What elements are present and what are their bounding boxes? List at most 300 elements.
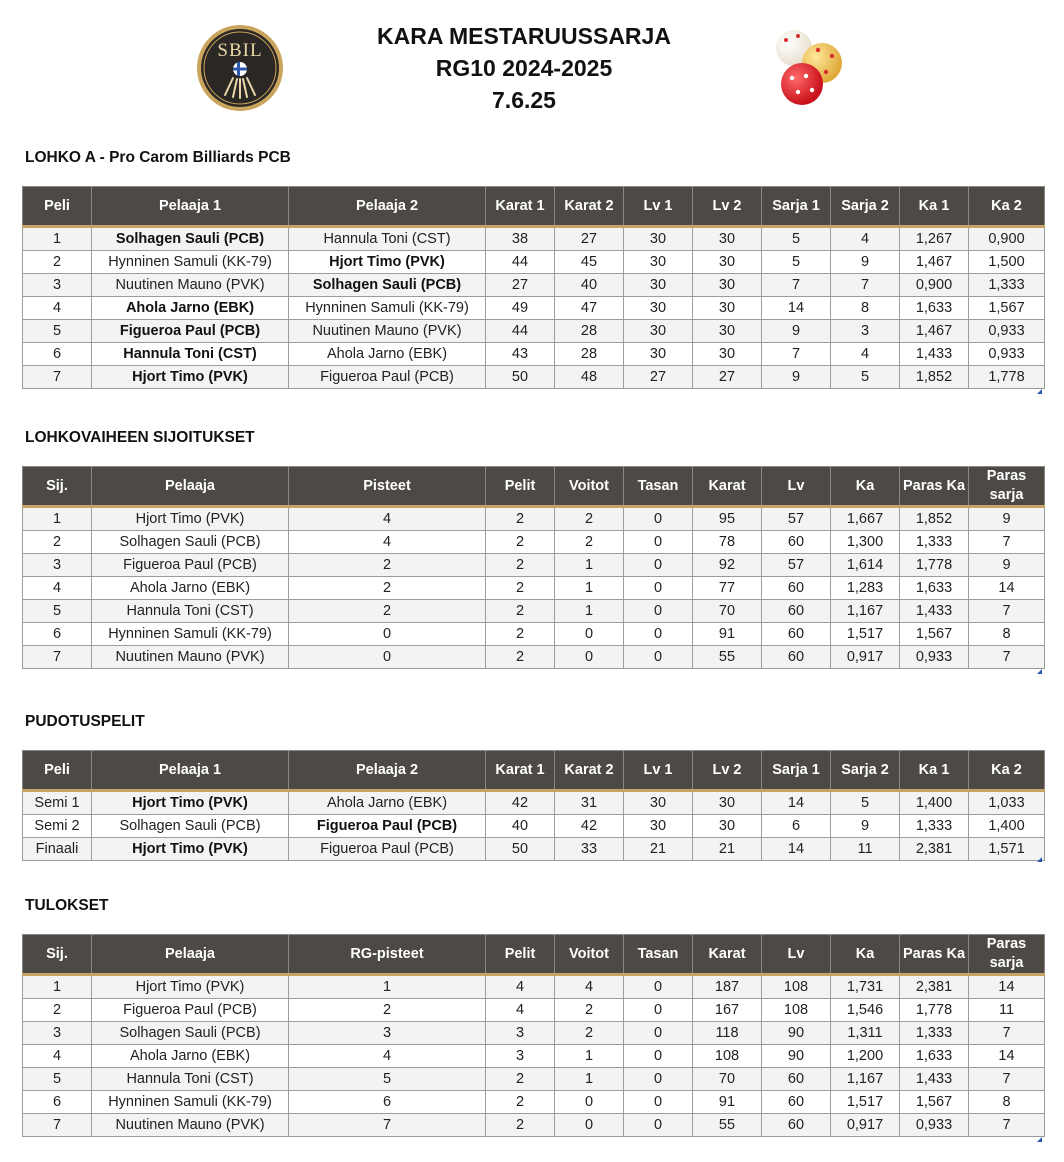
table-cell: 1 [555, 577, 624, 600]
table-cell: 27 [693, 366, 762, 389]
table-cell: 0 [624, 600, 693, 623]
table-cell: 3 [289, 1022, 486, 1045]
column-header: Lv 1 [624, 187, 693, 227]
table-cell: 0 [289, 646, 486, 669]
table-cell: 4 [23, 297, 92, 320]
table-cell: 0,933 [969, 320, 1045, 343]
section-title-playoffs: PUDOTUSPELIT [25, 713, 145, 730]
table-row [23, 1114, 1045, 1137]
table-cell: 0 [624, 623, 693, 646]
table-cell: 8 [969, 1091, 1045, 1114]
table-cell: 44 [486, 251, 555, 274]
table-cell: 21 [624, 838, 693, 861]
column-header: Karat 2 [555, 187, 624, 227]
column-header: Peli [23, 751, 92, 791]
table-cell: 55 [693, 646, 762, 669]
table-cell: 4 [831, 227, 900, 251]
column-header: Pelaaja 2 [289, 751, 486, 791]
table-row [23, 791, 1045, 815]
column-header: Karat 2 [555, 751, 624, 791]
table-cell: 90 [762, 1022, 831, 1045]
table-cell: 0 [624, 646, 693, 669]
table-cell: 49 [486, 297, 555, 320]
table-cell: 1,852 [900, 507, 969, 531]
table-cell: 1,567 [969, 297, 1045, 320]
table-cell: 14 [969, 975, 1045, 999]
column-header: Paras Ka [900, 467, 969, 507]
table-cell: Solhagen Sauli (PCB) [92, 227, 289, 251]
table-cell: 1,400 [900, 791, 969, 815]
table-cell: 2 [486, 554, 555, 577]
table-cell: 4 [486, 999, 555, 1022]
table-cell: 1,567 [900, 1091, 969, 1114]
table-row [23, 623, 1045, 646]
table-cell: Solhagen Sauli (PCB) [289, 274, 486, 297]
table-cell: 2 [486, 577, 555, 600]
table-cell: 0 [624, 1068, 693, 1091]
table-cell: 3 [23, 1022, 92, 1045]
table-cell: 7 [23, 646, 92, 669]
column-header: Ka 1 [900, 751, 969, 791]
table-cell: 2 [486, 646, 555, 669]
column-header: Ka 2 [969, 751, 1045, 791]
table-cell: 11 [969, 999, 1045, 1022]
section-title-lohko-a: LOHKO A - Pro Carom Billiards PCB [25, 149, 291, 166]
table-cell: 6 [762, 815, 831, 838]
table-cell: 38 [486, 227, 555, 251]
table-cell: 1,300 [831, 531, 900, 554]
table-cell: 30 [693, 297, 762, 320]
table-cell: 1 [289, 975, 486, 999]
table-cell: 1,167 [831, 1068, 900, 1091]
table-cell: 5 [831, 791, 900, 815]
table-cell: 0 [289, 623, 486, 646]
event-date: 7.6.25 [492, 87, 556, 113]
column-header: Sij. [23, 935, 92, 975]
table-cell: Figueroa Paul (PCB) [289, 366, 486, 389]
table-cell: 5 [23, 1068, 92, 1091]
table-cell: 0 [624, 554, 693, 577]
table-cell: 2 [555, 999, 624, 1022]
table-cell: 44 [486, 320, 555, 343]
table-cell: Semi 2 [23, 815, 92, 838]
table-cell: 0,917 [831, 1114, 900, 1137]
table-cell: Figueroa Paul (PCB) [92, 999, 289, 1022]
table-cell: Hynninen Samuli (KK-79) [92, 623, 289, 646]
table-cell: 6 [23, 1091, 92, 1114]
column-header: Karat [693, 467, 762, 507]
table-cell: 9 [762, 320, 831, 343]
table-cell: 0,933 [900, 646, 969, 669]
table-cell: 5 [762, 251, 831, 274]
title-block [320, 20, 728, 116]
table-cell: 77 [693, 577, 762, 600]
table-cell: 30 [624, 815, 693, 838]
table-row [23, 1091, 1045, 1114]
column-header: Pelit [486, 935, 555, 975]
table-cell: 0 [624, 531, 693, 554]
table-cell: 5 [831, 366, 900, 389]
table-cell: 14 [969, 1045, 1045, 1068]
table-cell: 2,381 [900, 838, 969, 861]
group-standings-table [22, 466, 1045, 669]
table-header-row [23, 467, 1045, 507]
table-cell: Hynninen Samuli (KK-79) [92, 1091, 289, 1114]
table-cell: 2 [486, 507, 555, 531]
table-cell: 5 [289, 1068, 486, 1091]
table-cell: 2 [23, 531, 92, 554]
column-header: Lv 2 [693, 751, 762, 791]
table-cell: 48 [555, 366, 624, 389]
table-cell: 1,433 [900, 1068, 969, 1091]
column-header: Peli [23, 187, 92, 227]
table-cell: 1,200 [831, 1045, 900, 1068]
table-cell: 30 [624, 343, 693, 366]
table-row [23, 600, 1045, 623]
table-cell: 14 [969, 577, 1045, 600]
table-cell: Figueroa Paul (PCB) [289, 815, 486, 838]
table-cell: 43 [486, 343, 555, 366]
table-cell: 7 [762, 343, 831, 366]
table-cell: 5 [762, 227, 831, 251]
table-cell: 47 [555, 297, 624, 320]
table-cell: 57 [762, 554, 831, 577]
table-cell: Solhagen Sauli (PCB) [92, 531, 289, 554]
table-cell: 1 [23, 507, 92, 531]
table-cell: 9 [831, 815, 900, 838]
table-resize-icon [1037, 669, 1042, 674]
table-cell: 3 [831, 320, 900, 343]
table-cell: 42 [486, 791, 555, 815]
table-cell: 91 [693, 1091, 762, 1114]
sbil-logo-icon [195, 23, 285, 113]
table-cell: 0 [624, 999, 693, 1022]
table-cell: 33 [555, 838, 624, 861]
table-row [23, 343, 1045, 366]
table-cell: 7 [969, 646, 1045, 669]
table-cell: 0 [624, 577, 693, 600]
table-cell: 1,500 [969, 251, 1045, 274]
column-header: Sarja 2 [831, 187, 900, 227]
table-cell: 95 [693, 507, 762, 531]
table-cell: 40 [486, 815, 555, 838]
table-cell: 60 [762, 1091, 831, 1114]
table-cell: 2 [289, 600, 486, 623]
table-cell: 1,333 [900, 531, 969, 554]
table-cell: 91 [693, 623, 762, 646]
table-row [23, 1045, 1045, 1068]
table-cell: 1,433 [900, 600, 969, 623]
table-cell: 14 [762, 297, 831, 320]
table-cell: 3 [23, 274, 92, 297]
column-header: Pisteet [289, 467, 486, 507]
table-cell: 28 [555, 320, 624, 343]
table-cell: 1,167 [831, 600, 900, 623]
column-header: Sarja 1 [762, 187, 831, 227]
page-title: KARA MESTARUUSSARJA [377, 23, 671, 49]
table-cell: 30 [624, 251, 693, 274]
column-header: RG-pisteet [289, 935, 486, 975]
table-cell: 1,400 [969, 815, 1045, 838]
table-cell: 0,900 [900, 274, 969, 297]
table-cell: 6 [23, 343, 92, 366]
table-cell: Hjort Timo (PVK) [289, 251, 486, 274]
table-cell: Finaali [23, 838, 92, 861]
column-header: Lv 1 [624, 751, 693, 791]
column-header: Karat 1 [486, 751, 555, 791]
table-cell: Hjort Timo (PVK) [92, 975, 289, 999]
table-cell: 0 [624, 1022, 693, 1045]
column-header: Lv [762, 467, 831, 507]
table-cell: 30 [693, 320, 762, 343]
table-cell: 3 [486, 1022, 555, 1045]
table-cell: 1,267 [900, 227, 969, 251]
table-cell: 108 [762, 999, 831, 1022]
column-header: Lv 2 [693, 187, 762, 227]
table-cell: Semi 1 [23, 791, 92, 815]
table-cell: 5 [23, 600, 92, 623]
table-cell: 0,933 [969, 343, 1045, 366]
column-header: Paras sarja [969, 935, 1045, 975]
table-row [23, 554, 1045, 577]
column-header: Ka [831, 935, 900, 975]
table-cell: 2 [555, 531, 624, 554]
table-cell: 1,852 [900, 366, 969, 389]
table-cell: Hynninen Samuli (KK-79) [92, 251, 289, 274]
table-cell: 14 [762, 838, 831, 861]
table-row [23, 1068, 1045, 1091]
column-header: Ka [831, 467, 900, 507]
table-cell: 1 [23, 227, 92, 251]
table-cell: Figueroa Paul (PCB) [92, 554, 289, 577]
table-cell: 1,333 [900, 815, 969, 838]
table-row [23, 227, 1045, 251]
table-cell: Hjort Timo (PVK) [92, 366, 289, 389]
table-cell: 9 [969, 554, 1045, 577]
table-row [23, 577, 1045, 600]
table-cell: 60 [762, 1068, 831, 1091]
table-cell: 0 [624, 1091, 693, 1114]
table-cell: 1,567 [900, 623, 969, 646]
table-cell: 7 [969, 1068, 1045, 1091]
table-cell: Ahola Jarno (EBK) [92, 1045, 289, 1068]
table-cell: Hannula Toni (CST) [92, 343, 289, 366]
table-cell: 1,633 [900, 577, 969, 600]
table-cell: 60 [762, 623, 831, 646]
table-cell: 27 [555, 227, 624, 251]
table-cell: 0,900 [969, 227, 1045, 251]
table-cell: 7 [969, 600, 1045, 623]
table-header-row [23, 751, 1045, 791]
column-header: Karat 1 [486, 187, 555, 227]
table-row [23, 1022, 1045, 1045]
table-cell: 1,633 [900, 1045, 969, 1068]
table-cell: 1,633 [900, 297, 969, 320]
table-cell: 2 [555, 507, 624, 531]
table-cell: 1,333 [900, 1022, 969, 1045]
table-row [23, 366, 1045, 389]
table-cell: 8 [969, 623, 1045, 646]
column-header: Ka 1 [900, 187, 969, 227]
table-cell: 1,311 [831, 1022, 900, 1045]
table-cell: 7 [969, 1114, 1045, 1137]
table-cell: Hjort Timo (PVK) [92, 791, 289, 815]
column-header: Ka 2 [969, 187, 1045, 227]
table-cell: 2 [486, 531, 555, 554]
table-cell: 7 [831, 274, 900, 297]
table-cell: 60 [762, 531, 831, 554]
table-cell: 1 [23, 975, 92, 999]
table-row [23, 838, 1045, 861]
table-cell: Ahola Jarno (EBK) [289, 791, 486, 815]
table-cell: Hjort Timo (PVK) [92, 507, 289, 531]
table-cell: 5 [23, 320, 92, 343]
table-cell: 1,433 [900, 343, 969, 366]
table-cell: 60 [762, 577, 831, 600]
section-title-group-standings: LOHKOVAIHEEN SIJOITUKSET [25, 429, 255, 446]
table-cell: Ahola Jarno (EBK) [92, 577, 289, 600]
table-cell: 187 [693, 975, 762, 999]
table-cell: 30 [693, 274, 762, 297]
table-cell: 0 [555, 1114, 624, 1137]
table-cell: 21 [693, 838, 762, 861]
table-cell: 31 [555, 791, 624, 815]
table-cell: 0 [624, 507, 693, 531]
table-cell: 30 [693, 343, 762, 366]
table-cell: 0,933 [900, 1114, 969, 1137]
table-cell: 1 [555, 1068, 624, 1091]
table-cell: 1,778 [969, 366, 1045, 389]
table-cell: 0 [555, 646, 624, 669]
column-header: Pelaaja [92, 935, 289, 975]
section-title-results: TULOKSET [25, 897, 109, 914]
table-cell: 108 [762, 975, 831, 999]
table-cell: Figueroa Paul (PCB) [92, 320, 289, 343]
table-cell: 6 [289, 1091, 486, 1114]
table-cell: 4 [486, 975, 555, 999]
table-cell: 7 [969, 1022, 1045, 1045]
table-header-row [23, 187, 1045, 227]
table-cell: 2 [555, 1022, 624, 1045]
table-cell: 78 [693, 531, 762, 554]
table-cell: 0 [555, 623, 624, 646]
table-cell: 2 [486, 623, 555, 646]
table-cell: Nuutinen Mauno (PVK) [92, 646, 289, 669]
column-header: Paras Ka [900, 935, 969, 975]
column-header: Pelaaja 2 [289, 187, 486, 227]
table-cell: 1,731 [831, 975, 900, 999]
table-cell: 3 [23, 554, 92, 577]
table-cell: 2 [289, 577, 486, 600]
column-header: Pelit [486, 467, 555, 507]
table-cell: 7 [23, 366, 92, 389]
playoffs-table [22, 750, 1045, 861]
table-resize-icon [1037, 857, 1042, 862]
table-row [23, 646, 1045, 669]
table-cell: 11 [831, 838, 900, 861]
table-cell: 1,467 [900, 251, 969, 274]
table-row [23, 320, 1045, 343]
table-resize-icon [1037, 389, 1042, 394]
table-cell: 0 [624, 1114, 693, 1137]
table-cell: 70 [693, 1068, 762, 1091]
column-header: Sarja 2 [831, 751, 900, 791]
table-cell: 7 [289, 1114, 486, 1137]
table-cell: 8 [831, 297, 900, 320]
table-cell: Solhagen Sauli (PCB) [92, 815, 289, 838]
table-cell: 4 [289, 1045, 486, 1068]
table-cell: 6 [23, 623, 92, 646]
table-cell: 1 [555, 554, 624, 577]
table-cell: 2 [486, 1114, 555, 1137]
table-cell: 0 [624, 975, 693, 999]
group-a-games-table [22, 186, 1045, 389]
table-cell: 50 [486, 838, 555, 861]
table-cell: 108 [693, 1045, 762, 1068]
table-row [23, 297, 1045, 320]
table-cell: 30 [624, 791, 693, 815]
table-cell: 1,283 [831, 577, 900, 600]
table-cell: 30 [693, 251, 762, 274]
column-header: Paras sarja [969, 467, 1045, 507]
table-cell: Nuutinen Mauno (PVK) [92, 1114, 289, 1137]
table-cell: 0,917 [831, 646, 900, 669]
column-header: Sarja 1 [762, 751, 831, 791]
column-header: Pelaaja [92, 467, 289, 507]
table-cell: 4 [831, 343, 900, 366]
table-cell: 57 [762, 507, 831, 531]
table-cell: 27 [486, 274, 555, 297]
table-cell: 14 [762, 791, 831, 815]
table-cell: 3 [486, 1045, 555, 1068]
table-row [23, 815, 1045, 838]
table-cell: 60 [762, 646, 831, 669]
table-cell: Hjort Timo (PVK) [92, 838, 289, 861]
table-cell: 4 [23, 1045, 92, 1068]
page-subtitle: RG10 2024-2025 [435, 55, 613, 81]
table-cell: 1 [555, 600, 624, 623]
table-cell: Nuutinen Mauno (PVK) [289, 320, 486, 343]
table-cell: 2 [486, 1068, 555, 1091]
table-cell: 30 [624, 297, 693, 320]
table-cell: Nuutinen Mauno (PVK) [92, 274, 289, 297]
table-cell: 4 [555, 975, 624, 999]
table-cell: 2,381 [900, 975, 969, 999]
table-cell: 1,517 [831, 623, 900, 646]
table-row [23, 507, 1045, 531]
table-cell: 1,571 [969, 838, 1045, 861]
table-header-row [23, 935, 1045, 975]
table-cell: 1,546 [831, 999, 900, 1022]
table-cell: 30 [693, 791, 762, 815]
table-cell: 7 [969, 531, 1045, 554]
table-cell: 2 [289, 999, 486, 1022]
table-cell: Figueroa Paul (PCB) [289, 838, 486, 861]
table-cell: 1,778 [900, 554, 969, 577]
column-header: Voitot [555, 467, 624, 507]
table-row [23, 251, 1045, 274]
table-cell: 1,778 [900, 999, 969, 1022]
table-cell: 30 [624, 274, 693, 297]
column-header: Karat [693, 935, 762, 975]
column-header: Tasan [624, 935, 693, 975]
table-cell: 1,467 [900, 320, 969, 343]
table-row [23, 274, 1045, 297]
table-cell: 0 [624, 1045, 693, 1068]
column-header: Voitot [555, 935, 624, 975]
table-cell: 7 [23, 1114, 92, 1137]
table-cell: 40 [555, 274, 624, 297]
